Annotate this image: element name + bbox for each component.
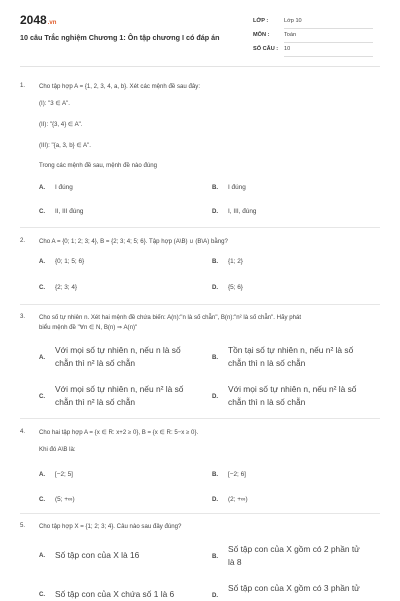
option-text: {5; 6} xyxy=(228,284,243,291)
statement-3: (III): "{a, 3, b} ∈ A". xyxy=(39,142,91,149)
question-number: 4. xyxy=(20,428,26,435)
option-text: Số tập con của X là 16 xyxy=(55,550,140,560)
option-letter: B. xyxy=(212,184,219,191)
option-letter: A. xyxy=(39,552,46,559)
option-letter: D. xyxy=(212,592,219,599)
option-text: Với mọi số tự nhiên n, nếu n là số chẵn thì n² là số chẵn xyxy=(55,345,181,368)
option-text: Số tập con của X gồm có 2 phần tử là 8 xyxy=(228,544,360,567)
option-text: Tồn tại số tự nhiên n, nếu n² là số chẵn thì n là số chẵn xyxy=(228,345,354,368)
option-letter: B. xyxy=(212,258,219,265)
option-letter: C. xyxy=(39,591,46,598)
option-text: I đúng xyxy=(55,184,73,191)
question-stem-line-2: biểu mệnh đề "∀n ∈ N, B(n) ⇒ A(n)" xyxy=(39,324,138,331)
option-letter: B. xyxy=(212,354,219,361)
document-title: 10 câu Trắc nghiệm Chương 1: Ôn tập chương I có đáp án xyxy=(20,33,220,42)
question-stem: Cho tập hợp A = {1, 2, 3, 4, a, b}. Xét các mệnh đề sau đây: xyxy=(39,83,201,90)
logo-suffix: .vn xyxy=(47,20,57,26)
option-text: [−2; 5] xyxy=(55,471,73,478)
meta-value: Toán xyxy=(284,32,297,38)
option-text: Số tập con của X gồm có 3 phần tử xyxy=(228,583,360,593)
meta-label: LỚP : xyxy=(253,18,269,24)
question-separator xyxy=(20,304,380,305)
option-letter: C. xyxy=(39,208,46,215)
option-letter: A. xyxy=(39,258,46,265)
question-separator xyxy=(20,418,380,419)
option-letter: D. xyxy=(212,208,219,215)
question-number: 2. xyxy=(20,237,26,244)
logo-text: 2048 xyxy=(20,13,47,27)
option-letter: A. xyxy=(39,471,46,478)
option-letter: D. xyxy=(212,496,219,503)
question-prompt: Khi đó A\B là: xyxy=(39,446,76,453)
option-letter: D. xyxy=(212,284,219,291)
site-logo[interactable] xyxy=(20,13,56,27)
option-letter: C. xyxy=(39,393,46,400)
option-text: I, III, đúng xyxy=(228,208,257,215)
meta-subject xyxy=(253,29,373,43)
option-letter: D. xyxy=(212,393,219,400)
option-text: Với mọi số tự nhiên n, nếu n² là số chẵn thì n² là số chẵn xyxy=(55,384,184,407)
option-letter: B. xyxy=(212,471,219,478)
question-number: 1. xyxy=(20,82,26,89)
meta-underline xyxy=(284,56,373,57)
meta-class xyxy=(253,15,373,29)
meta-question-count xyxy=(253,43,373,57)
option-letter: A. xyxy=(39,184,46,191)
option-letter: B. xyxy=(212,553,219,560)
meta-label: SỐ CÂU : xyxy=(253,46,279,52)
question-stem: Cho A = {0; 1; 2; 3; 4}, B = {2; 3; 4; 5; 6}. Tập hợp (A\B) ∪ (B\A) bằng? xyxy=(39,238,228,245)
option-text: II, III đúng xyxy=(55,208,84,215)
option-text: [−2; 6] xyxy=(228,471,246,478)
option-text: I đúng xyxy=(228,184,246,191)
option-text: {0; 1; 5; 6} xyxy=(55,258,85,265)
option-letter: C. xyxy=(39,496,46,503)
option-text: {1; 2} xyxy=(228,258,243,265)
statement-2: (II): "{3, 4} ∈ A". xyxy=(39,121,83,128)
option-text: Với mọi số tự nhiên n, nếu n² là số chẵn thì n là số chẵn xyxy=(228,384,357,407)
meta-value: 10 xyxy=(284,46,291,52)
question-separator xyxy=(20,227,380,228)
option-letter: C. xyxy=(39,284,46,291)
question-number: 5. xyxy=(20,522,26,529)
meta-value: Lớp 10 xyxy=(284,18,302,24)
option-text: Số tập con của X chứa số 1 là 6 xyxy=(55,589,175,599)
option-text: (2; +∞) xyxy=(228,496,248,503)
option-text: (5; +∞) xyxy=(55,496,75,503)
question-number: 3. xyxy=(20,313,26,320)
meta-label: MÔN : xyxy=(253,32,270,38)
question-separator xyxy=(20,513,380,514)
page-header xyxy=(0,0,400,66)
question-stem: Cho tập hợp X = {1; 2; 3; 4}. Câu nào sau đây đúng? xyxy=(39,523,182,530)
question-prompt: Trong các mệnh đề sau, mệnh đề nào đúng xyxy=(39,162,158,169)
question-stem: Cho hai tập hợp A = {x ∈ R: x+2 ≥ 0}, B = {x ∈ R: 5−x ≥ 0}. xyxy=(39,429,199,436)
header-divider xyxy=(20,66,380,67)
question-stem-line-1: Cho số tự nhiên n. Xét hai mệnh đề chứa biến: A(n):"n là số chẵn", B(n):"n² là số chẵn". Hãy phát xyxy=(39,314,302,321)
statement-1: (I): "3 ∈ A". xyxy=(39,100,70,107)
option-text: {2; 3; 4} xyxy=(55,284,78,291)
option-letter: A. xyxy=(39,354,46,361)
